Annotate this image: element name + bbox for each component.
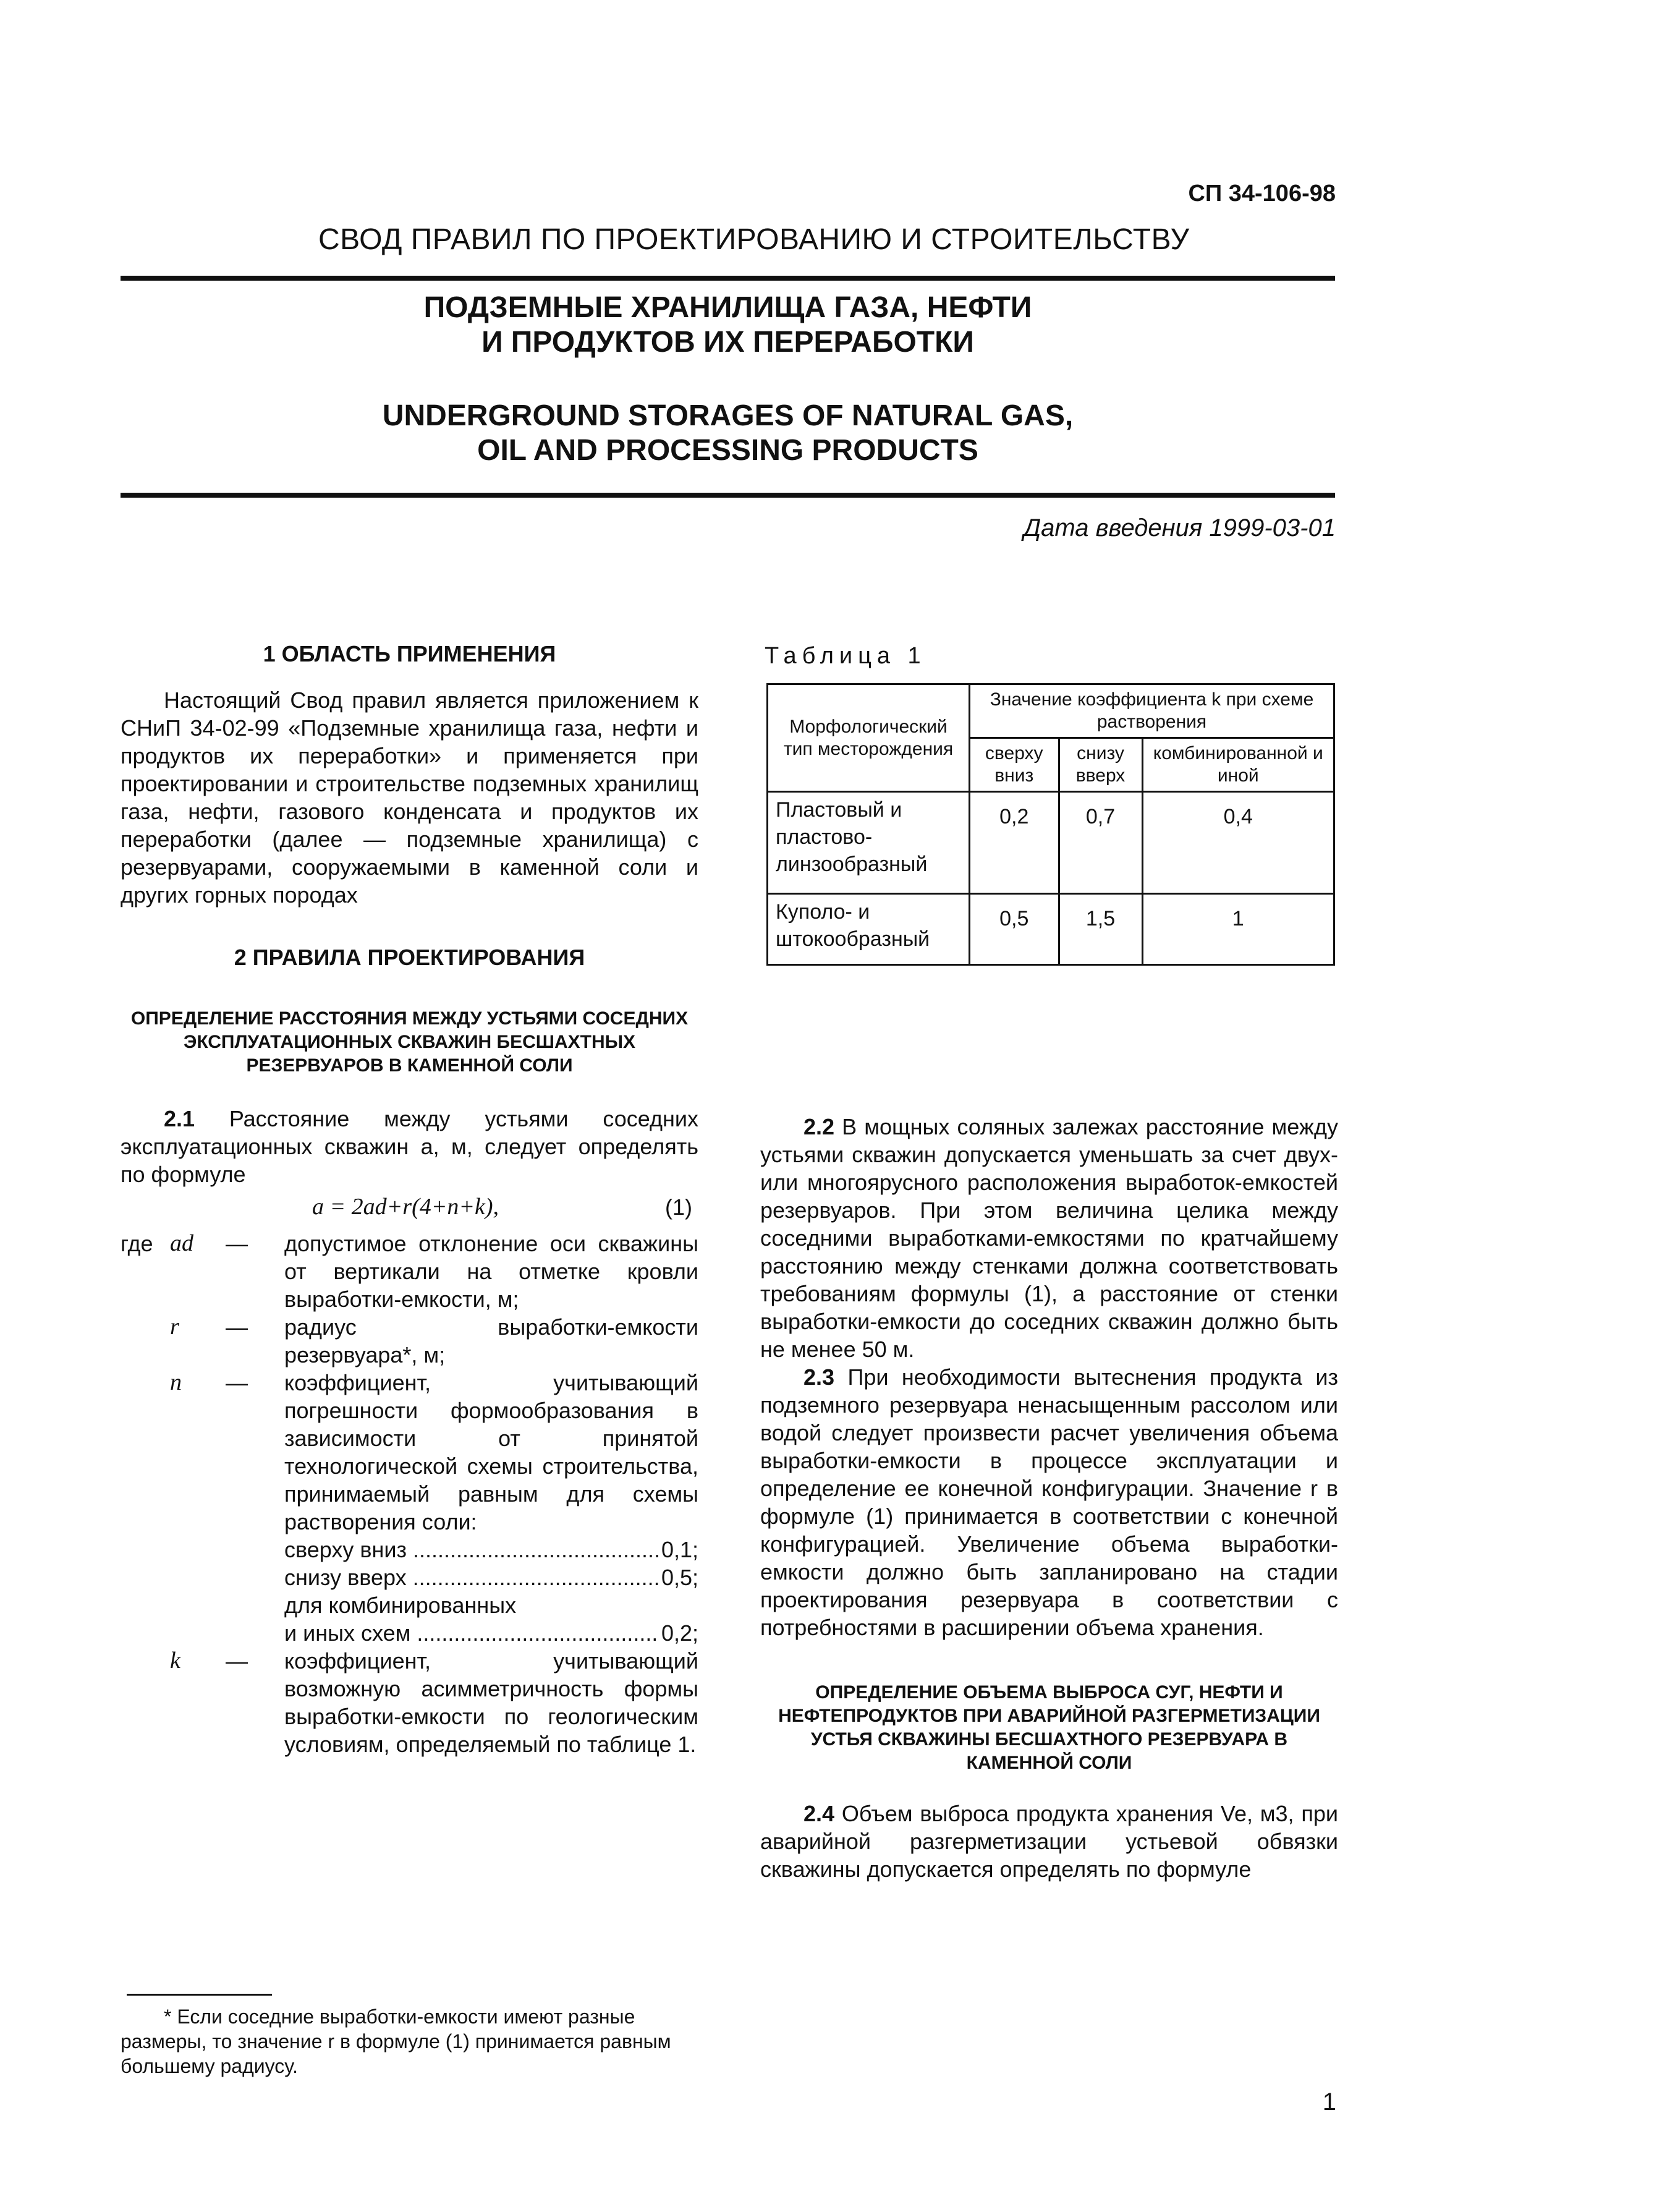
symbol-n: n — [170, 1369, 182, 1395]
paragraph-2-1-text: Расстояние между устьями соседних эксплуатационных скважин a, м, следует определять по формуле — [121, 1106, 698, 1187]
n-value-row — [121, 1591, 698, 1619]
n-value-label: снизу вверх ..... — [284, 1563, 659, 1591]
paragraph-2-3 — [760, 1363, 1338, 1641]
n-value-label: для комбинированных — [284, 1593, 517, 1618]
paragraph-2-2-number: 2.2 — [803, 1114, 835, 1139]
definition-text: допустимое отклонение оси скважины от вертикали на отметке кровли выработки-емкости, м; — [284, 1231, 698, 1312]
n-value-label: и иных схем ..... — [284, 1619, 659, 1647]
page-number: 1 — [1322, 2088, 1336, 2116]
table-cell-value: 0,7 — [1059, 792, 1142, 894]
definition-text: коэффициент, учитывающий погрешности формообразования в зависимости от принятой технологической схемы строительства, принимаемый равным для схемы растворения соли: — [284, 1370, 698, 1534]
document-code: СП 34-106-98 — [1188, 181, 1336, 206]
definition-text: радиус выработки-емкости резервуара*, м; — [284, 1314, 698, 1368]
n-value: 0,1; — [661, 1537, 698, 1562]
paragraph-2-2-text: В мощных соляных залежах расстояние между устьями скважин допускается уменьшать за счет двух- или многоярусного расположения выработок-емкостей резервуаров. При этом величина целика между соседними выработками-емкостями по кратчайшему расстоянию между стенками должна соответствовать требованиям формулы (1), а расстояние от стенки выработки-емкости до соседних скважин должно быть не менее 50 м. — [760, 1114, 1338, 1362]
table-header-group: Значение коэффициента k при схеме растворения — [970, 684, 1334, 738]
dash: — — [226, 1231, 248, 1256]
n-value: 0,2; — [661, 1620, 698, 1646]
paragraph-2-3-text: При необходимости вытеснения продукта из подземного резервуара ненасыщенным рассолом или водой следует произвести расчет увеличения объема выработки-емкости в процессе эксплуатации и определение ее конечной конфигурации. Значение r в формуле (1) принимается в соответствии с конечной конфигурацией. Увеличение объема выработки-емкости должно быть запланировано на стадии проектирования резервуара в соответствии с потребностями в расширении объема хранения. — [760, 1364, 1338, 1640]
section2-title: 2 ПРАВИЛА ПРОЕКТИРОВАНИЯ — [234, 945, 585, 970]
n-value-label: сверху вниз ..... — [284, 1536, 659, 1563]
section1-title: 1 ОБЛАСТЬ ПРИМЕНЕНИЯ — [263, 641, 556, 666]
dash: — — [226, 1314, 248, 1340]
introduction-date: Дата введения 1999-03-01 — [1023, 514, 1336, 542]
definition-n — [121, 1369, 698, 1536]
paragraph-2-1-number: 2.1 — [164, 1106, 195, 1131]
footnote: * Если соседние выработки-емкости имеют разные размеры, то значение r в формуле (1) принимается равным большему радиусу. — [121, 2006, 671, 2077]
n-value-row — [121, 1563, 698, 1591]
n-value: 0,5; — [661, 1565, 698, 1590]
dash: — — [226, 1648, 248, 1674]
formula-definitions — [121, 1230, 698, 1758]
table-cell-value: 0,2 — [970, 792, 1059, 894]
definition-ad — [121, 1230, 698, 1313]
title-ru-line2: И ПРОДУКТОВ ИХ ПЕРЕРАБОТКИ — [481, 326, 974, 359]
paragraph-2-4-number: 2.4 — [803, 1801, 835, 1826]
subsection-release-volume-title: ОПРЕДЕЛЕНИЕ ОБЪЕМА ВЫБРОСА СУГ, НЕФТИ И НЕФТЕПРОДУКТОВ ПРИ АВАРИЙНОЙ РАЗГЕРМЕТИЗАЦИИ УСТЬЯ СКВАЖИНЫ БЕСШАХТНОГО РЕЗЕРВУАРА В КАМЕННОЙ СОЛИ — [778, 1682, 1320, 1773]
table-header-col: комбинированной и иной — [1142, 738, 1334, 792]
paragraph-2-4-text: Объем выброса продукта хранения Ve, м3, при аварийной разгерметизации устьевой обвязки скважины допускается определять по формуле — [760, 1801, 1338, 1882]
table-row — [768, 894, 1334, 965]
definition-text: коэффициент, учитывающий возможную асимметричность формы выработки-емкости по геологическим условиям, определяемый по таблице 1. — [284, 1648, 698, 1757]
footnote-rule — [127, 1994, 272, 1996]
symbol-k: k — [170, 1648, 180, 1674]
table-header-col: снизу вверх — [1059, 738, 1142, 792]
title-ru — [121, 291, 1335, 360]
paragraph-2-3-number: 2.3 — [803, 1364, 835, 1390]
table-caption: Таблица 1 — [765, 643, 926, 669]
table-header-type: Морфологический тип месторождения — [768, 684, 970, 792]
title-en — [121, 399, 1335, 468]
n-value-row — [121, 1536, 698, 1563]
paragraph-2-2 — [760, 1113, 1338, 1363]
table-cell-value: 1,5 — [1059, 894, 1142, 965]
top-rule — [121, 276, 1335, 281]
symbol-r: r — [170, 1314, 179, 1340]
table-1 — [766, 683, 1335, 966]
title-en-line1: UNDERGROUND STORAGES OF NATURAL GAS, — [382, 399, 1074, 432]
table-cell-value: 1 — [1142, 894, 1334, 965]
title-ru-line1: ПОДЗЕМНЫЕ ХРАНИЛИЩА ГАЗА, НЕФТИ — [423, 291, 1032, 324]
paragraph-2-4 — [760, 1800, 1338, 1883]
table-cell-value: 0,5 — [970, 894, 1059, 965]
left-column — [121, 640, 698, 1758]
formula-1 — [121, 1193, 698, 1221]
table-header-col: сверху вниз — [970, 738, 1059, 792]
table-cell-value: 0,4 — [1142, 792, 1334, 894]
bottom-rule — [121, 493, 1335, 498]
section1-text: Настоящий Свод правил является приложением к СНиП 34-02-99 «Подземные хранилища газа, нефти и продуктов их переработки» и применяется при проектировании и строительстве подземных хранилищ газа, нефти, газового конденсата и продуктов их переработки (далее — подземные хранилища) с резервуарами, сооружаемыми в каменной соли и других горных породах — [121, 687, 698, 908]
right-column — [760, 1113, 1338, 1883]
where-label: где — [121, 1231, 153, 1256]
table-row — [768, 792, 1334, 894]
paragraph-2-1 — [121, 1105, 698, 1188]
subsection-well-distance-title: ОПРЕДЕЛЕНИЕ РАССТОЯНИЯ МЕЖДУ УСТЬЯМИ СОСЕДНИХ ЭКСПЛУАТАЦИОННЫХ СКВАЖИН БЕСШАХТНЫХ РЕЗЕРВУАРОВ В КАМЕННОЙ СОЛИ — [130, 1008, 689, 1076]
dash: — — [226, 1370, 248, 1395]
formula-number: (1) — [665, 1194, 692, 1220]
title-en-line2: OIL AND PROCESSING PRODUCTS — [477, 434, 978, 467]
n-value-row — [121, 1619, 698, 1647]
series-title: СВОД ПРАВИЛ ПО ПРОЕКТИРОВАНИЮ И СТРОИТЕЛЬСТВУ — [318, 223, 1190, 256]
definition-k — [121, 1647, 698, 1758]
symbol-ad: ad — [170, 1230, 193, 1256]
definition-r — [121, 1313, 698, 1369]
formula-expression: a = 2ad+r(4+n+k), — [312, 1194, 499, 1220]
table-cell-type: Куполо- и штокообразный — [768, 894, 970, 965]
table-cell-type: Пластовый и пластово-линзообразный — [768, 792, 970, 894]
